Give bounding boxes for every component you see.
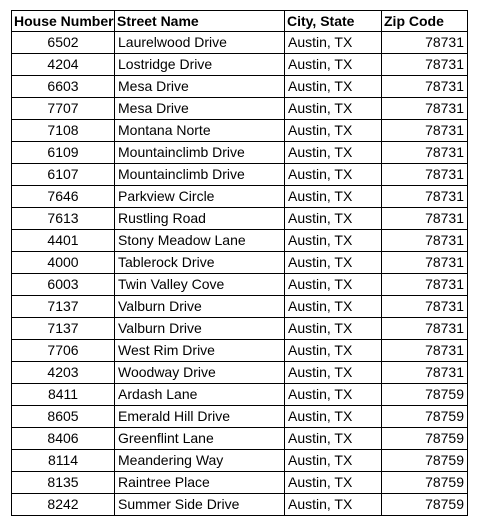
zip-code-cell: 78759	[382, 472, 468, 494]
street-name-cell: West Rim Drive	[115, 340, 285, 362]
table-header	[12, 11, 468, 32]
table-row	[12, 494, 468, 516]
street-name-cell: Rustling Road	[115, 208, 285, 230]
street-name-cell: Mesa Drive	[115, 76, 285, 98]
table-row	[12, 142, 468, 164]
zip-code-cell: 78759	[382, 494, 468, 516]
street-name-cell: Valburn Drive	[115, 296, 285, 318]
house-number-cell: 4203	[12, 362, 115, 384]
street-name-cell: Woodway Drive	[115, 362, 285, 384]
table-row	[12, 296, 468, 318]
table-row	[12, 340, 468, 362]
house-number-cell: 4401	[12, 230, 115, 252]
zip-code-cell: 78731	[382, 340, 468, 362]
table-row	[12, 274, 468, 296]
address-table	[11, 10, 468, 516]
house-number-cell: 8605	[12, 406, 115, 428]
table-row	[12, 120, 468, 142]
table-body	[12, 32, 468, 516]
city-state-cell: Austin, TX	[285, 472, 382, 494]
city-state-cell: Austin, TX	[285, 296, 382, 318]
header-row	[12, 11, 468, 32]
city-state-cell: Austin, TX	[285, 164, 382, 186]
house-number-cell: 6109	[12, 142, 115, 164]
zip-code-cell: 78731	[382, 208, 468, 230]
city-state-cell: Austin, TX	[285, 406, 382, 428]
street-name-cell: Mountainclimb Drive	[115, 142, 285, 164]
zip-code-cell: 78731	[382, 76, 468, 98]
street-name-cell: Parkview Circle	[115, 186, 285, 208]
zip-code-cell: 78731	[382, 120, 468, 142]
house-number-cell: 7646	[12, 186, 115, 208]
city-state-cell: Austin, TX	[285, 186, 382, 208]
street-name-cell: Tablerock Drive	[115, 252, 285, 274]
house-number-cell: 6502	[12, 32, 115, 54]
street-name-cell: Valburn Drive	[115, 318, 285, 340]
house-number-cell: 8114	[12, 450, 115, 472]
house-number-cell: 4000	[12, 252, 115, 274]
street-name-cell: Raintree Place	[115, 472, 285, 494]
table-row	[12, 428, 468, 450]
city-state-cell: Austin, TX	[285, 98, 382, 120]
city-state-cell: Austin, TX	[285, 252, 382, 274]
table-row	[12, 186, 468, 208]
house-number-cell: 8411	[12, 384, 115, 406]
table-row	[12, 406, 468, 428]
zip-code-cell: 78731	[382, 54, 468, 76]
table-row	[12, 32, 468, 54]
house-number-cell: 7707	[12, 98, 115, 120]
zip-code-cell: 78731	[382, 252, 468, 274]
house-number-cell: 7137	[12, 296, 115, 318]
house-number-cell: 7706	[12, 340, 115, 362]
city-state-cell: Austin, TX	[285, 318, 382, 340]
table-row	[12, 98, 468, 120]
header-street-name: Street Name	[115, 11, 285, 32]
house-number-cell: 8135	[12, 472, 115, 494]
city-state-cell: Austin, TX	[285, 142, 382, 164]
table-row	[12, 318, 468, 340]
street-name-cell: Stony Meadow Lane	[115, 230, 285, 252]
street-name-cell: Lostridge Drive	[115, 54, 285, 76]
house-number-cell: 6003	[12, 274, 115, 296]
table-row	[12, 54, 468, 76]
street-name-cell: Summer Side Drive	[115, 494, 285, 516]
zip-code-cell: 78759	[382, 384, 468, 406]
table-row	[12, 230, 468, 252]
house-number-cell: 4204	[12, 54, 115, 76]
zip-code-cell: 78731	[382, 230, 468, 252]
zip-code-cell: 78731	[382, 186, 468, 208]
city-state-cell: Austin, TX	[285, 494, 382, 516]
zip-code-cell: 78731	[382, 296, 468, 318]
zip-code-cell: 78759	[382, 428, 468, 450]
city-state-cell: Austin, TX	[285, 120, 382, 142]
house-number-cell: 8406	[12, 428, 115, 450]
street-name-cell: Mountainclimb Drive	[115, 164, 285, 186]
house-number-cell: 7108	[12, 120, 115, 142]
zip-code-cell: 78731	[382, 274, 468, 296]
street-name-cell: Montana Norte	[115, 120, 285, 142]
table-row	[12, 208, 468, 230]
city-state-cell: Austin, TX	[285, 340, 382, 362]
street-name-cell: Greenflint Lane	[115, 428, 285, 450]
zip-code-cell: 78731	[382, 142, 468, 164]
city-state-cell: Austin, TX	[285, 76, 382, 98]
city-state-cell: Austin, TX	[285, 208, 382, 230]
table-row	[12, 472, 468, 494]
city-state-cell: Austin, TX	[285, 274, 382, 296]
street-name-cell: Meandering Way	[115, 450, 285, 472]
header-zip-code: Zip Code	[382, 11, 468, 32]
zip-code-cell: 78759	[382, 406, 468, 428]
street-name-cell: Emerald Hill Drive	[115, 406, 285, 428]
house-number-cell: 6107	[12, 164, 115, 186]
zip-code-cell: 78731	[382, 32, 468, 54]
city-state-cell: Austin, TX	[285, 450, 382, 472]
table-row	[12, 164, 468, 186]
city-state-cell: Austin, TX	[285, 54, 382, 76]
street-name-cell: Twin Valley Cove	[115, 274, 285, 296]
street-name-cell: Laurelwood Drive	[115, 32, 285, 54]
header-house-number: House Number	[12, 11, 115, 32]
table-row	[12, 76, 468, 98]
city-state-cell: Austin, TX	[285, 32, 382, 54]
house-number-cell: 7613	[12, 208, 115, 230]
zip-code-cell: 78731	[382, 318, 468, 340]
table-row	[12, 252, 468, 274]
city-state-cell: Austin, TX	[285, 230, 382, 252]
zip-code-cell: 78731	[382, 164, 468, 186]
zip-code-cell: 78731	[382, 98, 468, 120]
table-row	[12, 362, 468, 384]
street-name-cell: Ardash Lane	[115, 384, 285, 406]
house-number-cell: 7137	[12, 318, 115, 340]
table-row	[12, 450, 468, 472]
header-city-state: City, State	[285, 11, 382, 32]
zip-code-cell: 78731	[382, 362, 468, 384]
city-state-cell: Austin, TX	[285, 362, 382, 384]
street-name-cell: Mesa Drive	[115, 98, 285, 120]
house-number-cell: 8242	[12, 494, 115, 516]
city-state-cell: Austin, TX	[285, 384, 382, 406]
zip-code-cell: 78759	[382, 450, 468, 472]
table-row	[12, 384, 468, 406]
city-state-cell: Austin, TX	[285, 428, 382, 450]
house-number-cell: 6603	[12, 76, 115, 98]
